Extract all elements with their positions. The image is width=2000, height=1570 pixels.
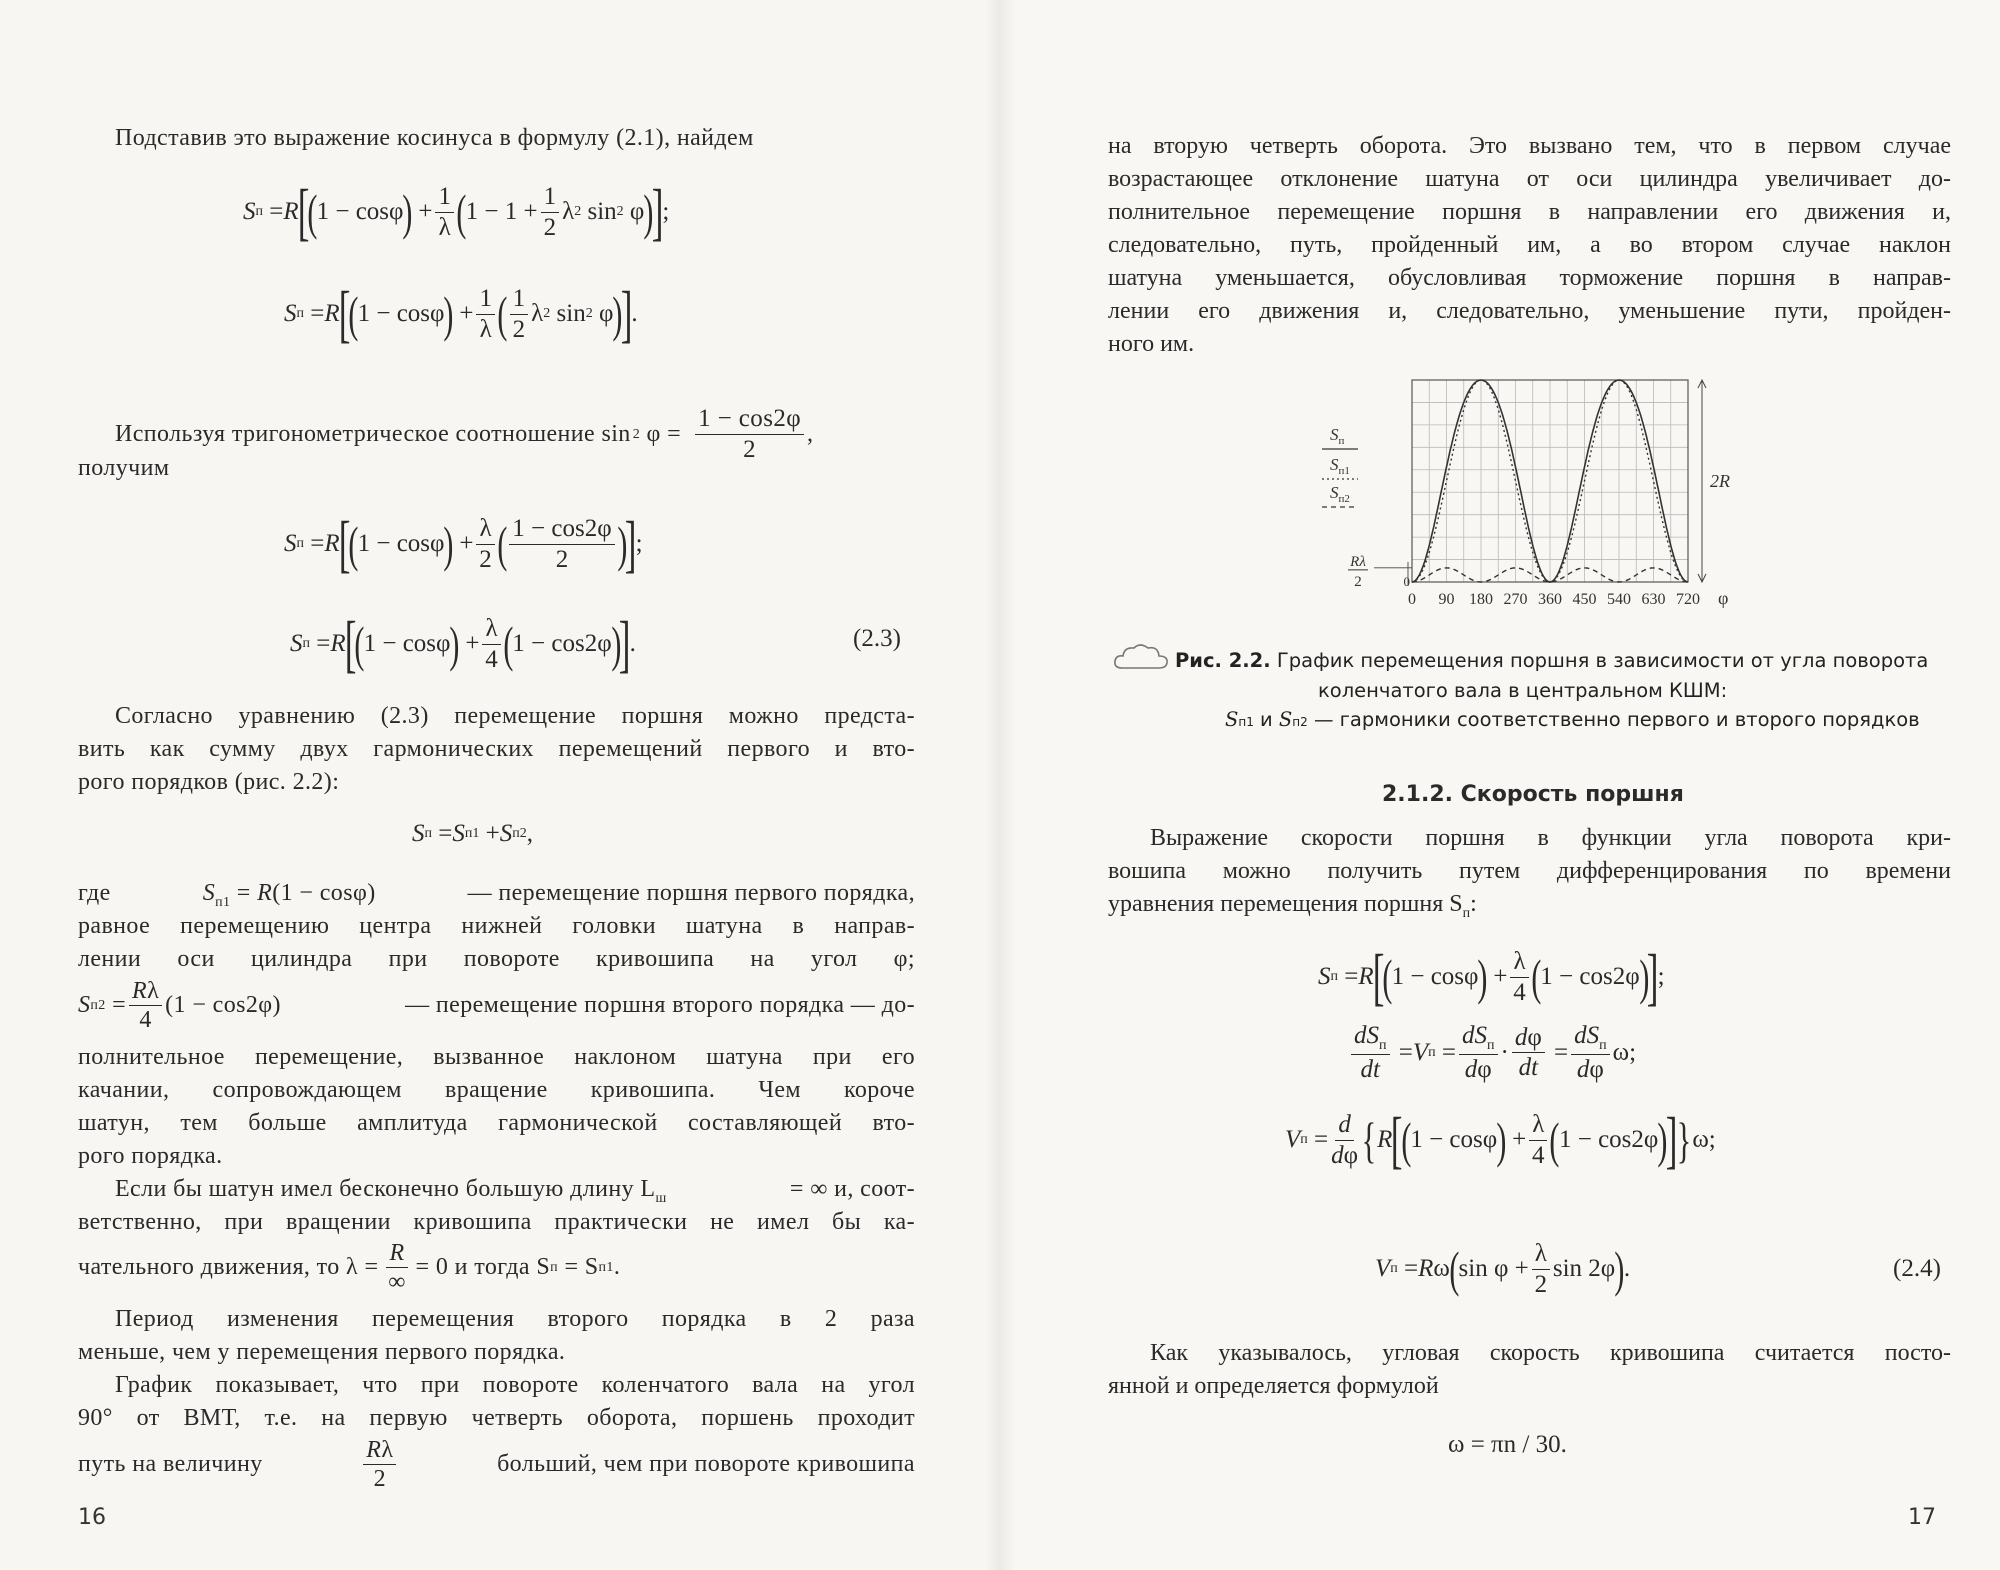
graph-line3-b: больший, чем при повороте кривошипа: [497, 1451, 915, 1478]
para-harmonic-line3: рого порядков (рис. 2.2):: [78, 769, 340, 795]
figure-caption-text1: График перемещения поршня в зависимости от угла поворота: [1276, 649, 1929, 672]
section-heading: 2.1.2. Скорость поршня: [1382, 782, 1684, 807]
speed-line1: Выражение скорости поршня в функции угла поворота кри-: [1150, 825, 1951, 851]
equation-3: S п = R [ ( 1 − cosφ ) + $\frac{\lambda}{2}$ ( $\frac{1 - \cos 2\varphi}{2}$ ) ] ;: [284, 508, 643, 579]
equation-velocity-expanded: V п = $\frac{d}{d\varphi}$ { R [ ( 1 − cosφ ) + $\frac{\lambda}{4}$ ( 1 − cos2φ ) ] } ω;: [1285, 1104, 1716, 1175]
where-line4-rest: — перемещение поршня второго порядка — до-: [405, 992, 915, 1019]
x-tick-label: 540: [1607, 591, 1631, 608]
x-tick-label: 270: [1503, 591, 1528, 608]
equation-2-3: S п = R [ ( 1 − cosφ ) + $\frac{\lambda}{4}$ ( 1 − cos2φ ) ] .: [290, 608, 636, 679]
poluchim-text: получим: [78, 455, 170, 481]
trig-den: 2: [743, 435, 757, 463]
figure-caption-line3: Sп1 и Sп2 — гармоники соответственно первого и второго порядков: [1225, 708, 1920, 731]
period-line1: Период изменения перемещения второго порядка в 2 раза: [115, 1306, 915, 1332]
right-line5: шатуна уменьшается, обусловливая торможение поршня в направ-: [1108, 265, 1951, 291]
infinite-line1-text: Если бы шатун имел бесконечно большую длину L: [115, 1176, 656, 1202]
equation-1: S п = R [ ( 1 − cosφ ) + $\frac{1}{\lambda}$ ( 1 − 1 + $\frac{1}{2}$ λ 2 sin 2 φ ) ] ;: [243, 176, 670, 247]
equation-number-2-4: (2.4): [1893, 1255, 1941, 1282]
x-tick-label: 630: [1641, 591, 1666, 608]
trig-identity-line: Используя тригонометрическое соотношение sin 2 φ = $\frac{1 - \cos 2\varphi}{2}$ ,: [115, 405, 814, 463]
graph-line1: График показывает, что при повороте коленчатого вала на угол: [115, 1372, 915, 1398]
para-harmonic-line2: вить как сумму двух гармонических перемещений первого и вто-: [78, 736, 915, 762]
right-line3: полнительное перемещение поршня в направлении его движения и,: [1108, 199, 1951, 225]
period-line2: меньше, чем у перемещения первого порядка.: [78, 1339, 566, 1365]
speed-line3-text: уравнения перемещения поршня S: [1108, 891, 1463, 917]
para-harmonic-line1: Согласно уравнению (2.3) перемещение поршня можно предста-: [115, 703, 915, 729]
infinite-line1-end: = ∞ и, соот-: [789, 1176, 915, 1202]
legend-item: [1322, 483, 1358, 507]
infinite-line3-c: = S: [564, 1254, 599, 1281]
graph-line3: путь на величину $\frac{R\lambda}{2}$ больший, чем при повороте кривошипа: [78, 1437, 915, 1493]
figure-caption-line1: [1175, 647, 1928, 675]
page-number-left: 16: [78, 1505, 106, 1530]
where-line2: равное перемещению центра нижней головки шатуна в направ-: [78, 913, 915, 939]
equation-displacement-right: S п = R [ ( 1 − cosφ ) + $\frac{\lambda}{4}$ ( 1 − cos2φ ) ] ;: [1318, 941, 1665, 1012]
where-line3: лении оси цилиндра при повороте кривошипа на угол φ;: [78, 946, 915, 972]
infinite-line3: чательного движения, то λ = $\frac{R}{\infty}$ = 0 и тогда S п = S п1 .: [78, 1240, 621, 1296]
x-axis-label: φ: [1718, 588, 1729, 608]
right-line1: на вторую четверть оборота. Это вызвано тем, что в первом случае: [1108, 133, 1951, 159]
equation-2-4: V п = R ω ( sin φ + $\frac{\lambda}{2}$ sin 2φ ) .: [1375, 1240, 1631, 1298]
equation-2: S п = R [ ( 1 − cosφ ) + $\frac{1}{\lambda}$ ( $\frac{1}{2}$ λ 2 sin 2 φ ) ] .: [284, 278, 638, 349]
x-tick-label: 450: [1572, 591, 1597, 608]
where-prefix: где: [78, 880, 111, 906]
piston-displacement-chart: [1300, 370, 1730, 620]
infinite-line1: Если бы шатун имел бесконечно большую длину $L_ш$ = ∞ и, соот-: [115, 1173, 915, 1215]
equation-number-2-3: (2.3): [853, 625, 901, 652]
x-tick-label: 90: [1438, 591, 1455, 608]
legend-sub: п: [1338, 435, 1345, 447]
trig-prefix: Используя тригонометрическое соотношение sin: [115, 420, 631, 447]
x-tick-label: 180: [1469, 591, 1493, 608]
omega-formula: ω = πn / 30.: [1448, 1431, 1567, 1458]
origin-label: 0: [1403, 574, 1410, 589]
book-spine-shadow: [985, 0, 1015, 1570]
legend-sub: п2: [1338, 493, 1350, 505]
legend-label: $S_п$: [1330, 425, 1345, 447]
amplitude-label: 2R: [1710, 471, 1730, 491]
graph-line2: 90° от ВМТ, т.е. на первую четверть оборота, поршень проходит: [78, 1405, 915, 1431]
legend-sub: п1: [1338, 465, 1350, 477]
legend-item: [1322, 455, 1358, 479]
where-line7: шатун, тем больше амплитуда гармонической составляющей вто-: [78, 1110, 915, 1136]
where-line6: качании, сопровождающем вращение кривошипа. Чем короче: [78, 1077, 915, 1103]
equation-sum: S п = S п1 + S п2 ,: [412, 820, 533, 847]
infinite-line3-a: чательного движения, то λ =: [78, 1254, 379, 1281]
trig-num: 1 − cos2φ: [695, 405, 804, 435]
right-line4: следовательно, путь, пройденный им, а во втором случае наклон: [1108, 232, 1951, 258]
infinite-line3-b: = 0 и тогда S: [415, 1254, 551, 1281]
equation-derivative: $\frac{dS_п}{dt}$ = V п = $\frac{dS_п}{d\varphi}$ · $\frac{d\varphi}{dt}$ = $\frac{dS_п}{d\varphi}$ ω;: [1348, 1022, 1636, 1084]
infinite-line2: ветственно, при вращении кривошипа практически не имел бы ка-: [78, 1209, 915, 1235]
right-page: [1000, 0, 2000, 1570]
graph-line3-a: путь на величину: [78, 1451, 263, 1478]
where-line1-rest: — перемещение поршня первого порядка,: [467, 880, 915, 906]
figure-label: Рис. 2.2.: [1175, 649, 1271, 672]
speed-line3: уравнения перемещения поршня $S_п$:: [1108, 891, 1477, 921]
cloud-icon: [1112, 640, 1172, 672]
where-line8: рого порядка.: [78, 1143, 223, 1169]
where-line4: S п2 = $\frac{R\lambda}{4}$ (1 − cos2φ) — перемещение поршня второго порядка — до-: [78, 978, 915, 1034]
trig-rest: φ =: [646, 420, 682, 447]
legend-label: $S_{п1}$: [1330, 455, 1350, 477]
angular-line2: янной и определяется формулой: [1108, 1373, 1439, 1399]
trig-fraction: [695, 405, 804, 463]
figure-caption-line2: коленчатого вала в центральном КШМ:: [1318, 679, 1728, 702]
lower-label-den: 2: [1354, 573, 1362, 590]
where-line1: где $S_{п1} = R(1 - \cos\varphi)$ — перемещение поршня первого порядка,: [78, 877, 915, 919]
x-tick-label: 360: [1538, 591, 1562, 608]
angular-line1: Как указывалось, угловая скорость кривошипа считается посто-: [1150, 1340, 1951, 1366]
lower-label-num: Rλ: [1350, 553, 1366, 570]
right-line6: лении его движения и, следовательно, уменьшение пути, пройден-: [1108, 298, 1951, 324]
right-line2: возрастающее отклонение шатуна от оси цилиндра увеличивает до-: [1108, 166, 1951, 192]
intro-text: Подставив это выражение косинуса в формулу (2.1), найдем: [115, 125, 754, 151]
legend-item: [1322, 425, 1358, 449]
right-line7: ного им.: [1108, 331, 1195, 357]
figure-caption-text3: — гармоники соответственно первого и второго порядков: [1313, 708, 1920, 731]
legend-label: $S_{п2}$: [1330, 483, 1350, 505]
speed-line2: вошипа можно получить путем дифференцирования по времени: [1108, 858, 1951, 884]
page-number-right: 17: [1908, 1505, 1936, 1530]
x-tick-label: 720: [1676, 591, 1700, 608]
x-tick-label: 0: [1408, 591, 1416, 608]
where-line5: полнительное перемещение, вызванное наклоном шатуна при его: [78, 1044, 915, 1070]
